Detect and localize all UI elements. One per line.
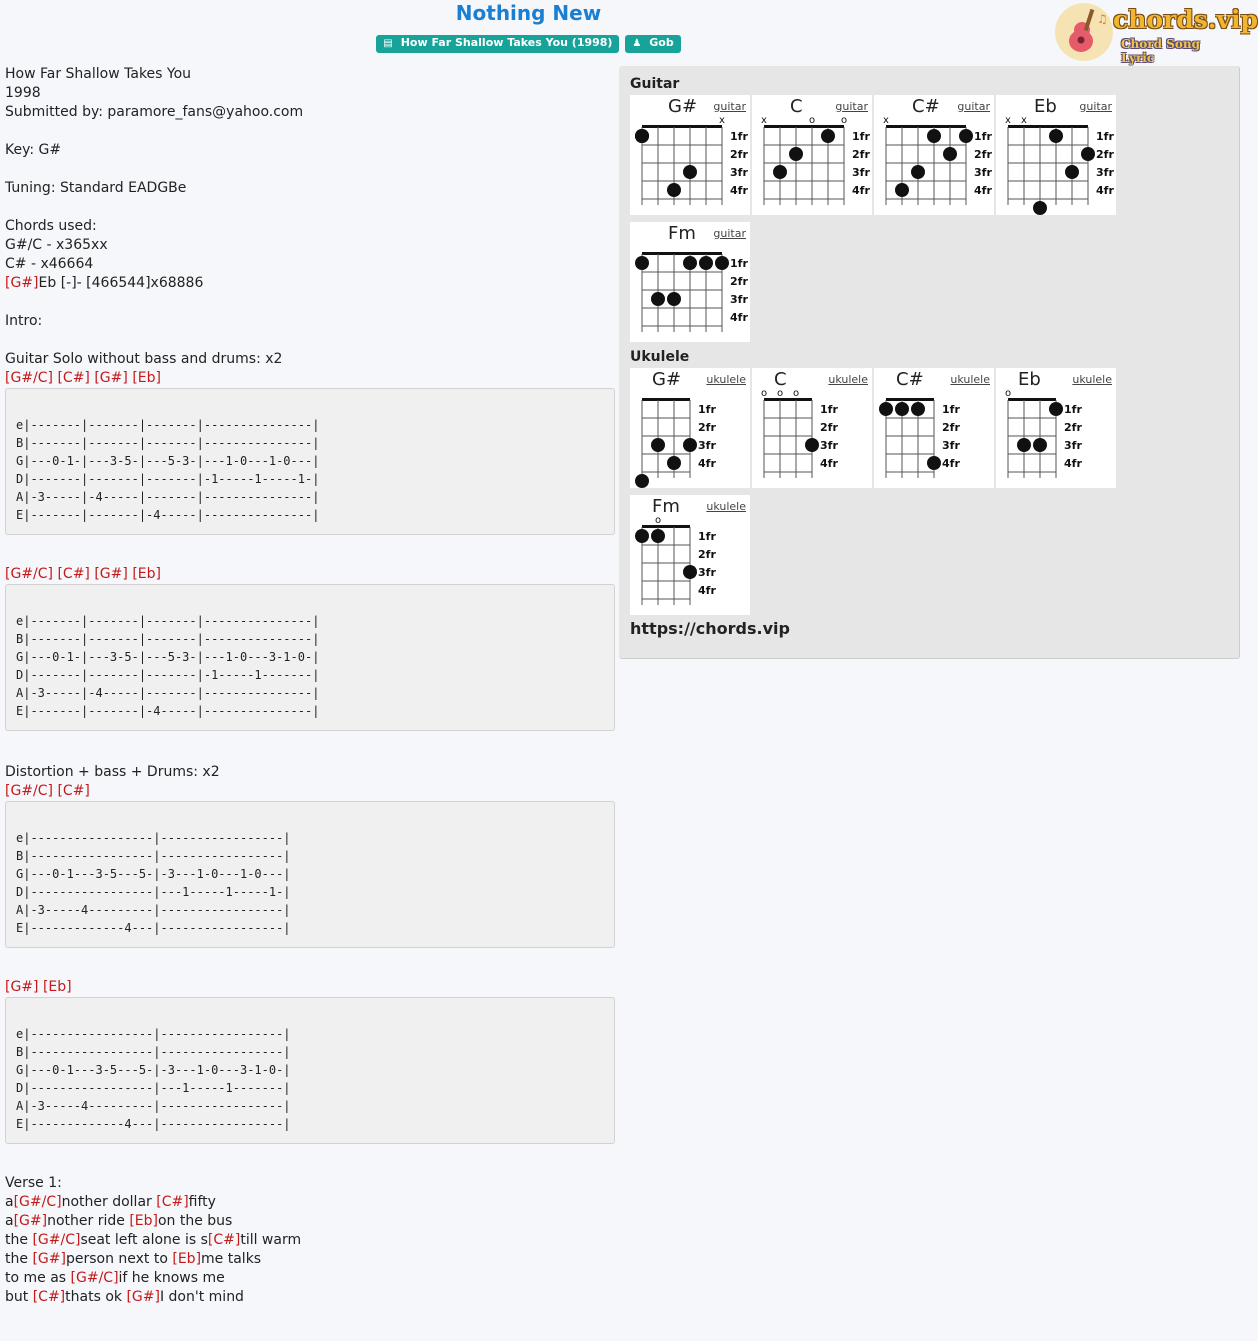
fret-label: 3fr xyxy=(698,566,716,579)
tablature-box xyxy=(5,388,615,535)
finger-dot xyxy=(651,529,665,543)
section-gap xyxy=(5,731,615,763)
finger-dot xyxy=(635,129,649,143)
finger-dot xyxy=(1065,165,1079,179)
fret-label: 4fr xyxy=(974,184,992,197)
finger-dot xyxy=(879,402,893,416)
tab-line: B|-------|-------|-------|---------------| xyxy=(16,436,320,450)
finger-dot xyxy=(1033,201,1047,215)
chord-name: Fm xyxy=(652,496,680,517)
chord-link[interactable]: [C#] xyxy=(32,1289,66,1305)
finger-dot xyxy=(1033,438,1047,452)
lyric-text: if he knows me xyxy=(118,1270,225,1286)
chord-name: G# xyxy=(668,96,698,117)
lyric-line xyxy=(5,1250,615,1269)
finger-dot xyxy=(683,565,697,579)
fret-label: 1fr xyxy=(1096,130,1114,143)
chord-name: C# xyxy=(896,369,924,390)
lyric-line xyxy=(5,978,615,997)
blank-line xyxy=(5,331,615,350)
guitar-chord-diagram[interactable] xyxy=(874,95,994,215)
chord-name: C xyxy=(790,96,803,117)
blank-line xyxy=(5,122,615,141)
lyric-text: Key: G# xyxy=(5,142,62,158)
tab-line: e|-----------------|-----------------| xyxy=(16,1027,291,1041)
instrument-link[interactable]: ukulele xyxy=(706,500,746,513)
fret-label: 2fr xyxy=(1064,421,1082,434)
fret-label: 4fr xyxy=(698,457,716,470)
finger-dot xyxy=(911,165,925,179)
guitar-chord-diagram[interactable] xyxy=(630,95,750,215)
instrument-link[interactable]: ukulele xyxy=(1072,373,1112,386)
tab-line: B|-----------------|-----------------| xyxy=(16,1045,291,1059)
lyric-text: Eb [-]- [466544]x68886 xyxy=(38,275,204,291)
tab-line: e|-----------------|-----------------| xyxy=(16,831,291,845)
lyric-line xyxy=(5,369,615,388)
lyric-line xyxy=(5,255,615,274)
lyric-line xyxy=(5,1269,615,1288)
tablature-box xyxy=(5,584,615,731)
chord-link[interactable]: [Eb] xyxy=(172,1251,202,1267)
section-gap xyxy=(5,948,615,978)
book-icon: ▤ xyxy=(383,38,393,49)
fret-label: 2fr xyxy=(974,148,992,161)
chord-link[interactable]: [G#] xyxy=(94,566,128,582)
lyric-text: thats ok xyxy=(65,1289,127,1305)
fret-label: 1fr xyxy=(730,130,748,143)
lyric-line xyxy=(5,763,615,782)
fret-label: 2fr xyxy=(730,148,748,161)
tab-line: E|-------------4---|-----------------| xyxy=(16,921,291,935)
finger-dot xyxy=(959,129,973,143)
lyric-text: Tuning: Standard EADGBe xyxy=(5,180,187,196)
section-gap xyxy=(5,535,615,565)
song-badges xyxy=(0,35,1057,53)
fret-label: 4fr xyxy=(730,311,748,324)
fret-label: 3fr xyxy=(942,439,960,452)
logo-tagline: Chord Song Lyric xyxy=(1121,37,1200,65)
open-string-marker: o xyxy=(792,388,800,399)
ukulele-chord-diagram[interactable] xyxy=(630,368,750,488)
tab-line: e|-------|-------|-------|---------------| xyxy=(16,418,320,432)
ukulele-chord-diagram[interactable] xyxy=(752,368,872,488)
finger-dot xyxy=(1049,402,1063,416)
lyric-line xyxy=(5,65,615,84)
finger-dot xyxy=(667,292,681,306)
lyric-line xyxy=(5,236,615,255)
fret-label: 2fr xyxy=(730,275,748,288)
section-gap xyxy=(5,1144,615,1174)
song-title: Nothing New xyxy=(455,1,602,25)
tab-line: E|-------------4---|-----------------| xyxy=(16,1117,291,1131)
fret-label: 1fr xyxy=(698,530,716,543)
open-string-marker: o xyxy=(760,388,768,399)
fret-label: 3fr xyxy=(820,439,838,452)
chord-name: C xyxy=(774,369,787,390)
lyric-text: a xyxy=(5,1213,14,1229)
chord-link[interactable]: [G#/C] xyxy=(5,566,53,582)
chord-link[interactable]: [G#/C] xyxy=(13,1194,62,1210)
instrument-link[interactable]: ukulele xyxy=(828,373,868,386)
tab-line: D|-----------------|---1-----1-----1-| xyxy=(16,885,291,899)
instrument-link[interactable]: ukulele xyxy=(706,373,746,386)
tab-line: B|-----------------|-----------------| xyxy=(16,849,291,863)
fret-label: 3fr xyxy=(1096,166,1114,179)
fretboard-grid xyxy=(630,368,750,488)
finger-dot xyxy=(683,256,697,270)
finger-dot xyxy=(683,165,697,179)
lyric-text: C# - x46664 xyxy=(5,256,94,272)
muted-string-marker: x xyxy=(761,115,767,126)
tab-line: B|-------|-------|-------|---------------| xyxy=(16,632,320,646)
logo-brand: chords.vip xyxy=(1113,5,1258,34)
lyric-line xyxy=(5,274,615,293)
lyric-text: me talks xyxy=(201,1251,262,1267)
muted-string-marker: x xyxy=(883,115,889,126)
ukulele-heading: Ukulele xyxy=(630,349,690,365)
finger-dot xyxy=(943,147,957,161)
ukulele-icon xyxy=(1055,3,1113,61)
fretboard-grid xyxy=(996,368,1116,488)
lyric-text: How Far Shallow Takes You xyxy=(5,66,192,82)
svg-text:♫: ♫ xyxy=(1097,12,1108,26)
finger-dot xyxy=(635,256,649,270)
finger-dot xyxy=(789,147,803,161)
lyric-text: the xyxy=(5,1232,33,1248)
fretboard-grid xyxy=(752,368,872,488)
fret-label: 4fr xyxy=(730,184,748,197)
finger-dot xyxy=(895,402,909,416)
fret-label: 1fr xyxy=(730,257,748,270)
fret-label: 3fr xyxy=(730,166,748,179)
lyric-text: Chords used: xyxy=(5,218,97,234)
fret-label: 4fr xyxy=(1064,457,1082,470)
chord-link[interactable]: [C#] xyxy=(207,1232,241,1248)
fret-label: 1fr xyxy=(1064,403,1082,416)
tab-line: e|-------|-------|-------|---------------| xyxy=(16,614,320,628)
blank-line xyxy=(5,160,615,179)
user-icon: ♟ xyxy=(632,38,642,49)
lyric-line xyxy=(5,84,615,103)
fret-label: 3fr xyxy=(698,439,716,452)
lyric-text: Verse 1: xyxy=(5,1175,62,1191)
fret-label: 3fr xyxy=(1064,439,1082,452)
muted-string-marker: x xyxy=(1005,115,1011,126)
chord-link[interactable]: [G#] xyxy=(32,1251,66,1267)
finger-dot xyxy=(773,165,787,179)
lyric-text: G#/C - x365xx xyxy=(5,237,108,253)
open-string-marker: o xyxy=(808,115,816,126)
lyric-line xyxy=(5,217,615,236)
lyric-line xyxy=(5,1174,615,1193)
chord-link[interactable]: [Eb] xyxy=(129,1213,158,1229)
lyric-line xyxy=(5,141,615,160)
finger-dot xyxy=(821,129,835,143)
chord-link[interactable]: [G#/C] xyxy=(5,783,53,799)
tab-line: D|-----------------|---1-----1-------| xyxy=(16,1081,291,1095)
artist-badge[interactable] xyxy=(625,35,680,53)
chord-link[interactable]: [G#] xyxy=(5,275,39,291)
lyrics-column xyxy=(5,65,615,1307)
finger-dot xyxy=(1081,147,1095,161)
lyric-line xyxy=(5,350,615,369)
finger-dot xyxy=(927,456,941,470)
tab-line: G|---0-1---3-5---5-|-3---1-0---1-0---| xyxy=(16,867,291,881)
fret-label: 3fr xyxy=(852,166,870,179)
finger-dot xyxy=(1049,129,1063,143)
instrument-link[interactable]: guitar xyxy=(957,100,990,113)
tab-line: D|-------|-------|-------|-1-----1-----1-| xyxy=(16,472,320,486)
tab-line: A|-3-----|-4-----|-------|---------------| xyxy=(16,686,320,700)
site-logo[interactable] xyxy=(1055,3,1258,65)
lyric-text: Distortion + bass + Drums: x2 xyxy=(5,764,220,780)
ukulele-chord-diagram[interactable] xyxy=(996,368,1116,488)
open-string-marker: o xyxy=(776,388,784,399)
finger-dot xyxy=(667,456,681,470)
instrument-link[interactable]: ukulele xyxy=(950,373,990,386)
instrument-link[interactable]: guitar xyxy=(713,100,746,113)
lyric-text: Guitar Solo without bass and drums: x2 xyxy=(5,351,283,367)
fretboard-grid xyxy=(874,368,994,488)
finger-dot xyxy=(699,256,713,270)
lyric-line xyxy=(5,1288,615,1307)
chord-link[interactable]: [G#/C] xyxy=(32,1232,81,1248)
fret-label: 2fr xyxy=(942,421,960,434)
chord-link[interactable]: [Eb] xyxy=(42,979,72,995)
fretboard-grid xyxy=(752,95,872,215)
fretboard-grid xyxy=(630,495,750,615)
chord-name: C# xyxy=(912,96,940,117)
chord-name: Eb xyxy=(1018,369,1041,390)
fret-label: 1fr xyxy=(852,130,870,143)
tab-line: E|-------|-------|-4-----|---------------| xyxy=(16,704,320,718)
lyric-line xyxy=(5,565,615,584)
chord-link[interactable]: [C#] xyxy=(57,783,90,799)
lyric-text: person next to xyxy=(65,1251,173,1267)
chord-link[interactable]: [G#/C] xyxy=(5,370,53,386)
ukulele-chord-diagram[interactable] xyxy=(630,495,750,615)
lyric-text: nother dollar xyxy=(61,1194,157,1210)
lyric-text: fifty xyxy=(188,1194,216,1210)
fret-label: 4fr xyxy=(698,584,716,597)
finger-dot xyxy=(1017,438,1031,452)
chord-link[interactable]: [G#] xyxy=(94,370,128,386)
tab-line: A|-3-----4---------|-----------------| xyxy=(16,1099,291,1113)
instrument-link[interactable]: guitar xyxy=(713,227,746,240)
finger-dot xyxy=(635,529,649,543)
chord-link[interactable]: [Eb] xyxy=(132,566,161,582)
fret-label: 2fr xyxy=(852,148,870,161)
muted-string-marker: x xyxy=(1021,115,1027,126)
blank-line xyxy=(5,293,615,312)
tab-line: A|-3-----|-4-----|-------|---------------| xyxy=(16,490,320,504)
finger-dot xyxy=(895,183,909,197)
tab-line: G|---0-1-|---3-5-|---5-3-|---1-0---3-1-0-| xyxy=(16,650,320,664)
guitar-chord-diagram[interactable] xyxy=(996,95,1116,215)
fret-label: 3fr xyxy=(730,293,748,306)
lyric-line xyxy=(5,179,615,198)
finger-dot xyxy=(683,438,697,452)
tab-line: G|---0-1-|---3-5-|---5-3-|---1-0---1-0---| xyxy=(16,454,320,468)
lyric-text: Submitted by: paramore_fans@yahoo.com xyxy=(5,104,304,120)
tab-line: A|-3-----4---------|-----------------| xyxy=(16,903,291,917)
chord-link[interactable]: [C#] xyxy=(156,1194,189,1210)
lyric-text: till warm xyxy=(240,1232,302,1248)
tab-line: E|-------|-------|-4-----|---------------| xyxy=(16,508,320,522)
open-string-marker: o xyxy=(654,515,662,526)
instrument-link[interactable]: guitar xyxy=(1079,100,1112,113)
blank-line xyxy=(5,198,615,217)
finger-dot xyxy=(667,183,681,197)
finger-dot xyxy=(651,438,665,452)
tab-line: G|---0-1---3-5---5-|-3---1-0---3-1-0-| xyxy=(16,1063,291,1077)
lyric-text: Intro: xyxy=(5,313,43,329)
lyric-text: I don't mind xyxy=(159,1289,244,1305)
chord-link[interactable]: [Eb] xyxy=(132,370,161,386)
guitar-chord-diagram[interactable] xyxy=(752,95,872,215)
chord-link[interactable]: [G#] xyxy=(5,979,39,995)
chords-url-link[interactable]: https://chords.vip xyxy=(630,619,790,638)
lyric-text: seat left alone is s xyxy=(80,1232,208,1248)
tablature-box xyxy=(5,997,615,1144)
lyric-text: a xyxy=(5,1194,14,1210)
fret-label: 1fr xyxy=(974,130,992,143)
lyric-text: to me as xyxy=(5,1270,71,1286)
tablature-box xyxy=(5,801,615,948)
lyric-line xyxy=(5,1212,615,1231)
lyric-text: 1998 xyxy=(5,85,41,101)
lyric-line xyxy=(5,312,615,331)
muted-string-marker: x xyxy=(719,115,725,126)
fret-label: 1fr xyxy=(942,403,960,416)
lyric-line xyxy=(5,782,615,801)
chord-link[interactable]: [G#] xyxy=(126,1289,160,1305)
finger-dot xyxy=(805,438,819,452)
chord-link[interactable]: [C#] xyxy=(57,370,90,386)
ukulele-chord-diagram[interactable] xyxy=(874,368,994,488)
chord-panel xyxy=(619,66,1240,659)
fret-label: 3fr xyxy=(974,166,992,179)
lyric-text: but xyxy=(5,1289,33,1305)
album-badge-label: How Far Shallow Takes You (1998) xyxy=(400,36,613,49)
lyric-line xyxy=(5,1193,615,1212)
fret-label: 4fr xyxy=(820,457,838,470)
tab-line: D|-------|-------|-------|-1-----1-------| xyxy=(16,668,320,682)
artist-badge-label: Gob xyxy=(649,36,674,49)
chord-name: Eb xyxy=(1034,96,1057,117)
chord-name: Fm xyxy=(668,223,696,244)
open-string-marker: o xyxy=(840,115,848,126)
open-string-marker: o xyxy=(1004,388,1012,399)
fret-label: 4fr xyxy=(942,457,960,470)
chord-link[interactable]: [G#] xyxy=(13,1213,48,1229)
fret-label: 1fr xyxy=(820,403,838,416)
fret-label: 2fr xyxy=(698,548,716,561)
chord-link[interactable]: [C#] xyxy=(57,566,90,582)
lyric-line xyxy=(5,103,615,122)
finger-dot xyxy=(651,292,665,306)
fret-label: 2fr xyxy=(698,421,716,434)
chord-name: G# xyxy=(652,369,682,390)
lyric-text: nother ride xyxy=(47,1213,130,1229)
fret-label: 2fr xyxy=(1096,148,1114,161)
lyric-text: the xyxy=(5,1251,33,1267)
lyric-text: on the bus xyxy=(157,1213,233,1229)
album-badge[interactable] xyxy=(376,35,619,53)
finger-dot xyxy=(635,474,649,488)
lyric-line xyxy=(5,1231,615,1250)
fret-label: 4fr xyxy=(1096,184,1114,197)
fret-label: 1fr xyxy=(698,403,716,416)
fret-label: 4fr xyxy=(852,184,870,197)
fret-label: 2fr xyxy=(820,421,838,434)
guitar-heading: Guitar xyxy=(630,76,680,92)
finger-dot xyxy=(927,129,941,143)
finger-dot xyxy=(911,402,925,416)
chord-link[interactable]: [G#/C] xyxy=(70,1270,119,1286)
guitar-chord-diagram[interactable] xyxy=(630,222,750,342)
instrument-link[interactable]: guitar xyxy=(835,100,868,113)
finger-dot xyxy=(715,256,729,270)
